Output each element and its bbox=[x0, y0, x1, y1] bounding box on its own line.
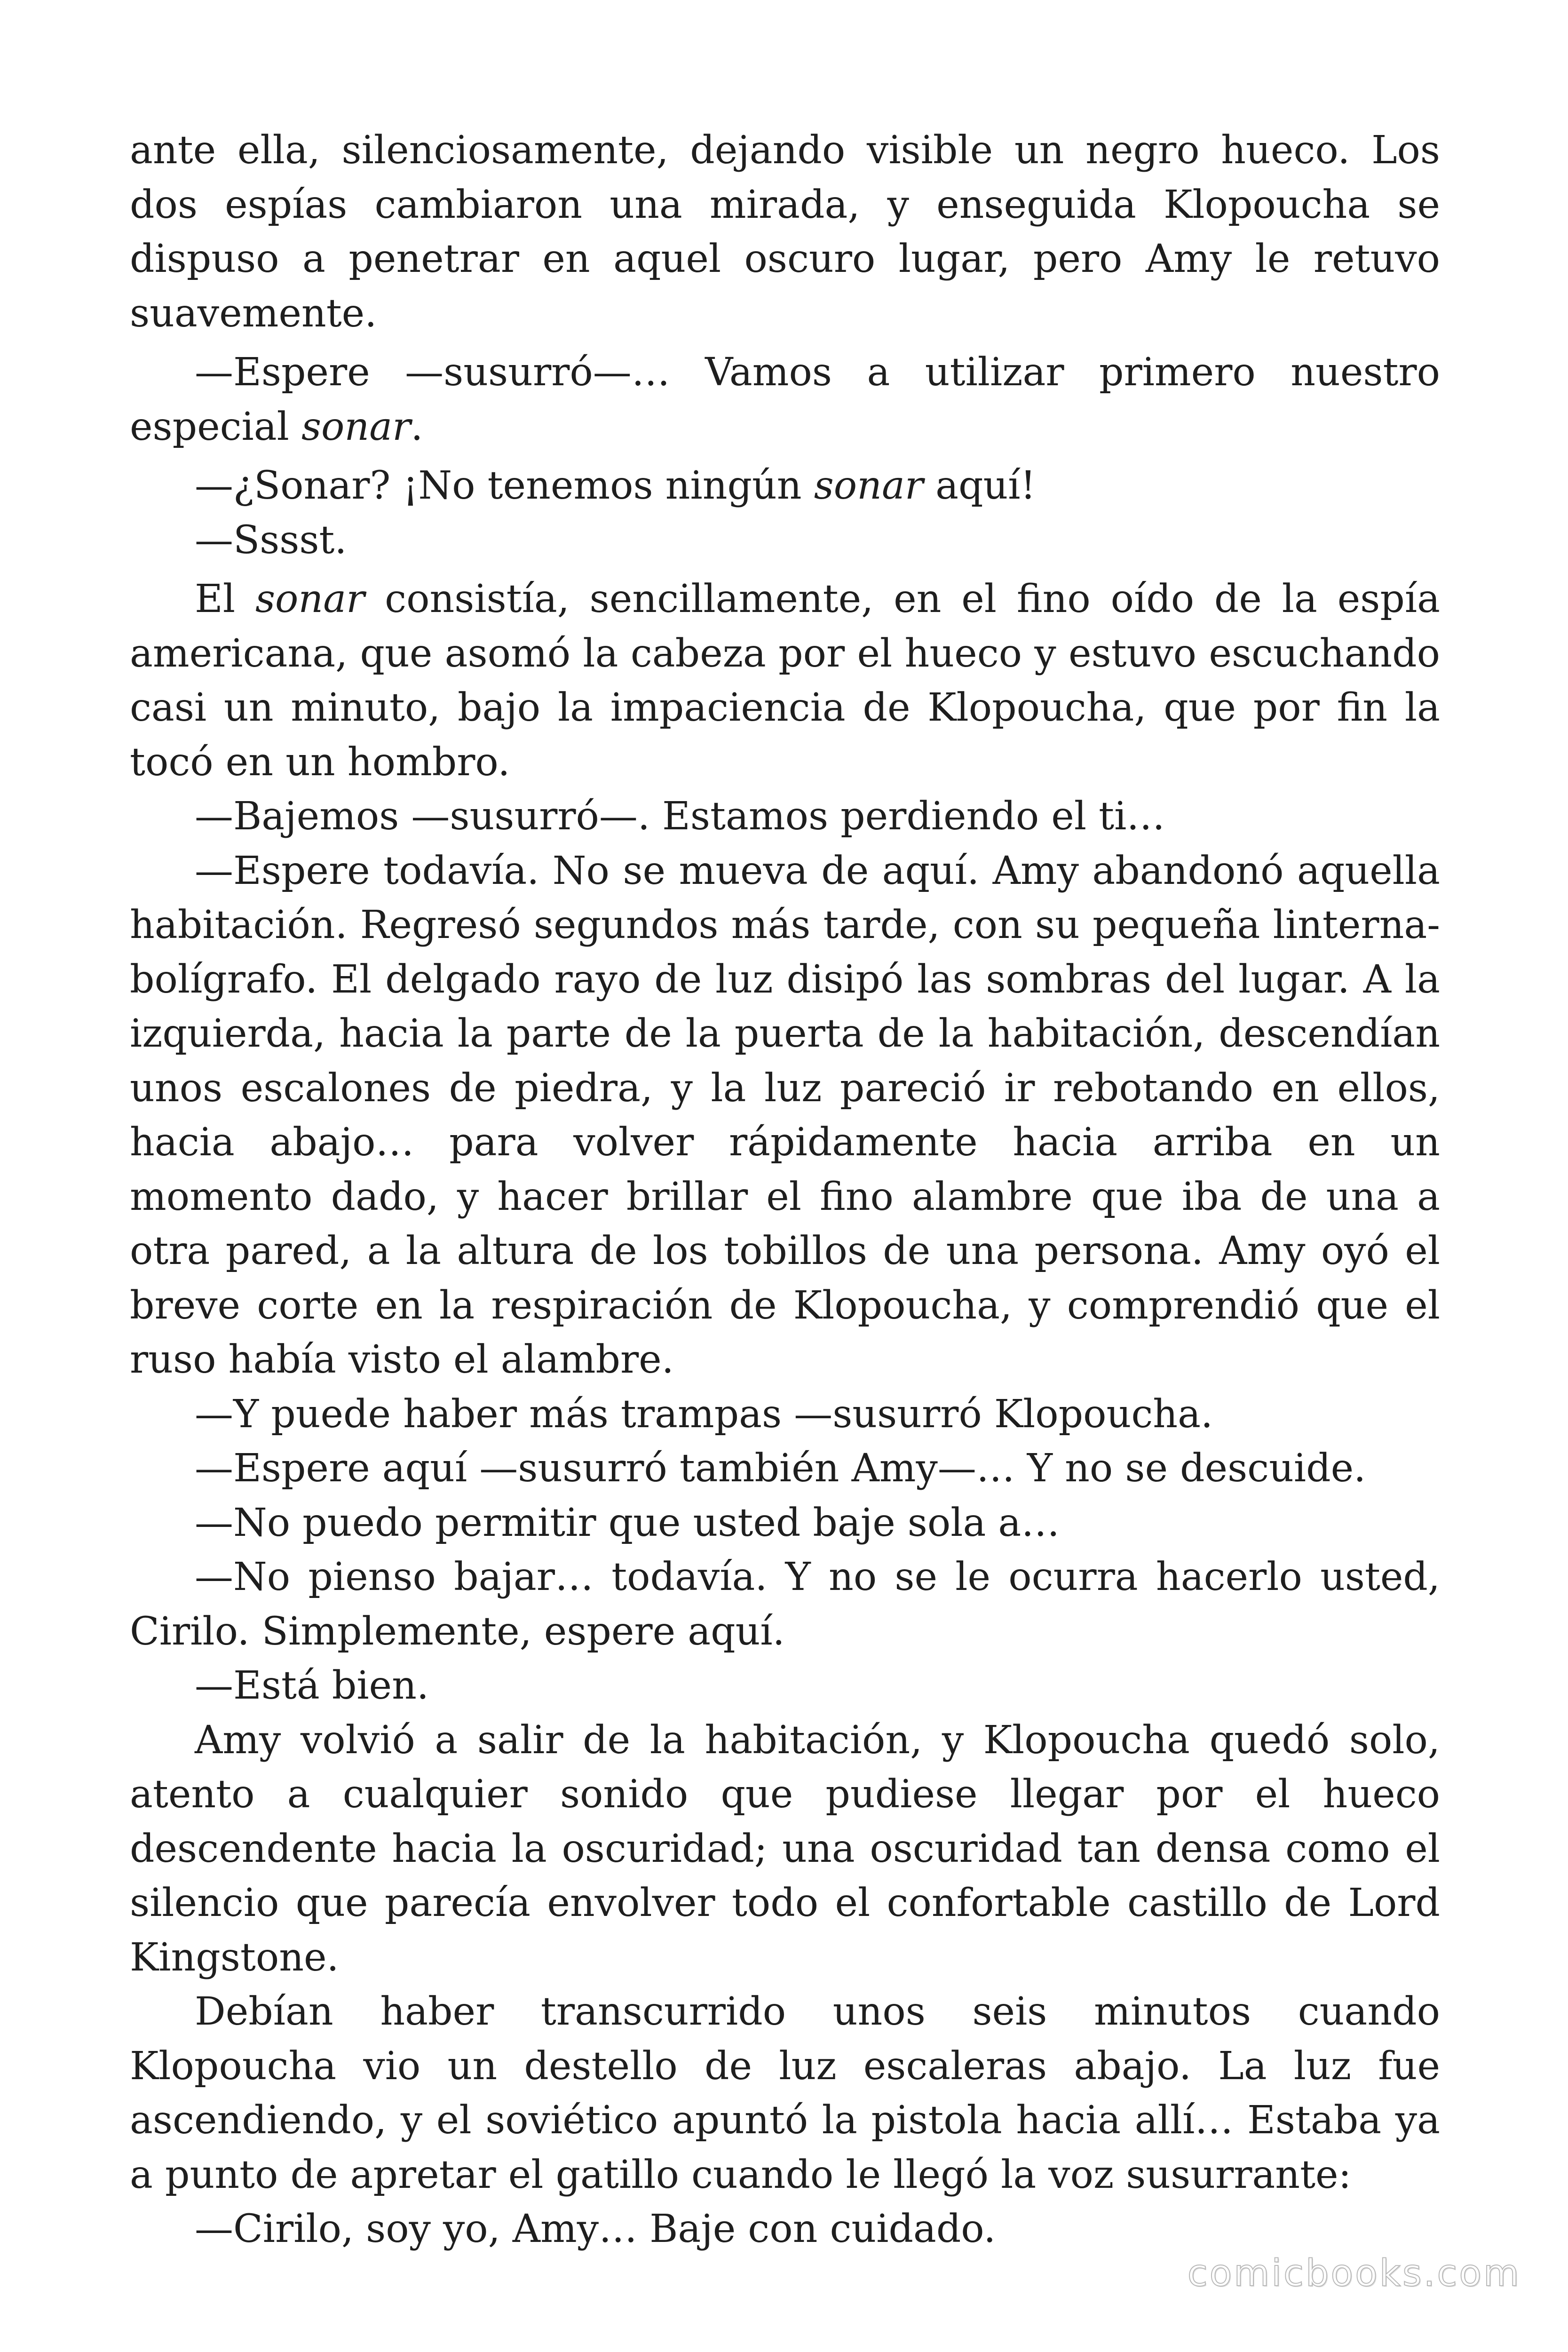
paragraph bbox=[130, 2202, 1440, 2257]
text-run: Debían haber transcurrido unos seis minutos cuando Klopoucha vio un destello de luz escaleras abajo. La luz fue ascendiendo, y el soviético apuntó la pistola hacia allí… Estaba ya a punto de apretar el gatillo cuando le llegó la voz susurrante: bbox=[130, 1989, 1440, 2197]
text-run: consistía, sencillamente, en el fino oído de la espía americana, que asomó la cabeza por el hueco y estuvo escuchando casi un minuto, bajo la impaciencia de Klopoucha, que por fin la tocó en un hombro. bbox=[130, 577, 1440, 785]
paragraph bbox=[130, 1496, 1440, 1550]
paragraph bbox=[130, 459, 1440, 513]
text-run: —Espere todavía. No se mueva de aquí. Amy abandonó aquella habitación. Regresó segundos más tarde, con su pequeña linterna-bolígrafo. El delgado rayo de luz disipó las sombras del lugar. A la izquierda, hacia la parte de la puerta de la habitación, descendían unos escalones de piedra, y la luz pareció ir rebotando en ellos, hacia abajo… para volver rápidamente hacia arriba en un momento dado, y hacer brillar el fino alambre que iba de una a otra pared, a la altura de los tobillos de una persona. Amy oyó el breve corte en la respiración de Klopoucha, y comprendió que el ruso había visto el alambre. bbox=[130, 848, 1440, 1382]
italic-term: sonar bbox=[301, 404, 411, 449]
text-run: —Cirilo, soy yo, Amy… Baje con cuidado. bbox=[195, 2207, 996, 2251]
paragraph bbox=[130, 572, 1440, 789]
text-run: —Sssst. bbox=[195, 517, 347, 563]
paragraph bbox=[130, 1387, 1440, 1442]
paragraph bbox=[130, 789, 1440, 844]
text-run: —Espere —susurró—… Vamos a utilizar primero nuestro especial bbox=[130, 350, 1440, 449]
paragraph bbox=[130, 345, 1440, 454]
text-run: —Bajemos —susurró—. Estamos perdiendo el ti… bbox=[195, 794, 1165, 839]
paragraph bbox=[130, 1441, 1440, 1496]
paragraph bbox=[130, 123, 1440, 341]
text-run: —¿Sonar? ¡No tenemos ningún bbox=[195, 463, 814, 508]
text-run: —Y puede haber más trampas —susurró Klopoucha. bbox=[195, 1391, 1213, 1437]
text-run: —No puedo permitir que usted baje sola a… bbox=[195, 1500, 1060, 1545]
text-run: Amy volvió a salir de la habitación, y Klopoucha quedó solo, atento a cualquier sonido que pudiese llegar por el hueco descendente hacia la oscuridad; una oscuridad tan densa como el silencio que parecía envolver todo el confortable castillo de Lord Kingstone. bbox=[130, 1717, 1440, 1980]
paragraph bbox=[130, 1659, 1440, 1713]
paragraph bbox=[130, 1550, 1440, 1659]
text-run: —Espere aquí —susurró también Amy—… Y no se descuide. bbox=[195, 1446, 1366, 1491]
watermark: comicbooks.com bbox=[1187, 2252, 1521, 2295]
text-run: —Está bien. bbox=[195, 1663, 429, 1708]
text-run: El bbox=[195, 577, 255, 621]
text-run: aquí! bbox=[923, 463, 1036, 508]
italic-term: sonar bbox=[814, 463, 924, 508]
paragraph bbox=[130, 1713, 1440, 1985]
italic-term: sonar bbox=[255, 577, 365, 621]
page-body bbox=[130, 123, 1440, 2257]
text-run: —No pienso bajar… todavía. Y no se le ocurra hacerlo usted, Cirilo. Simplemente, espere aquí. bbox=[130, 1555, 1440, 1654]
paragraph bbox=[130, 1985, 1440, 2202]
paragraph bbox=[130, 844, 1440, 1387]
text-run: . bbox=[411, 404, 423, 449]
text-run: ante ella, silenciosamente, dejando visible un negro hueco. Los dos espías cambiaron una mirada, y enseguida Klopoucha se dispuso a penetrar en aquel oscuro lugar, pero Amy le retuvo suavemente. bbox=[130, 128, 1440, 336]
paragraph bbox=[130, 513, 1440, 568]
